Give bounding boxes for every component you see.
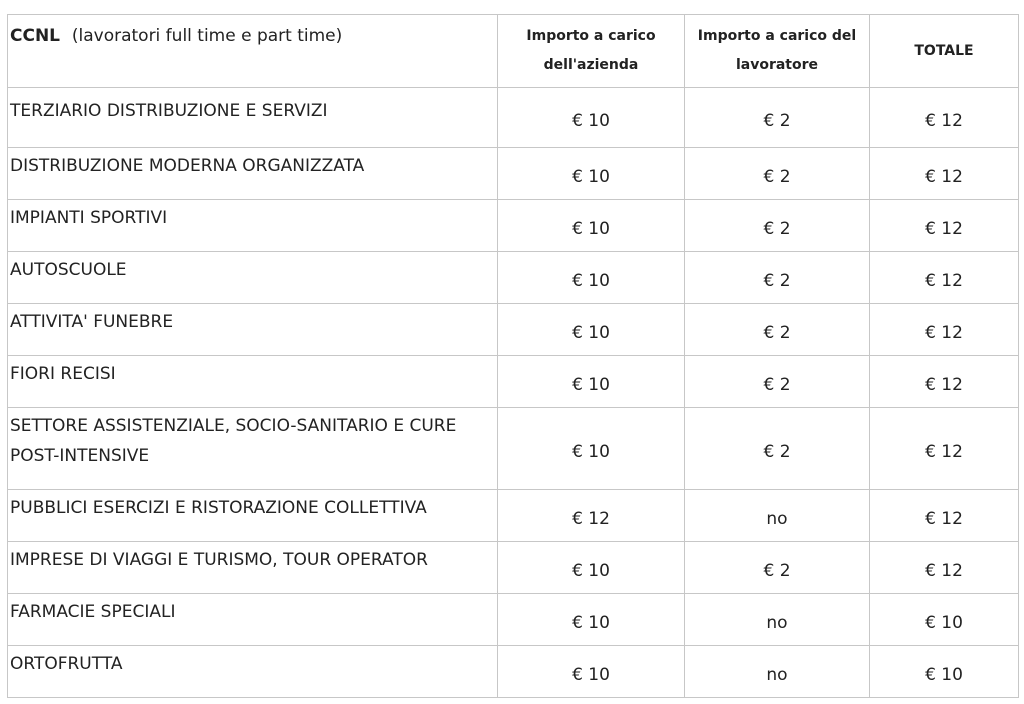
- row-name: FARMACIE SPECIALI: [8, 594, 498, 646]
- row-lavoratore: no: [685, 646, 870, 698]
- row-lavoratore: € 2: [685, 148, 870, 200]
- row-azienda: € 12: [498, 490, 685, 542]
- header-lavoratore: [685, 15, 870, 88]
- row-totale: € 12: [870, 304, 1019, 356]
- table-row: [8, 594, 1019, 646]
- row-totale: € 10: [870, 646, 1019, 698]
- table-row: [8, 304, 1019, 356]
- row-lavoratore: € 2: [685, 408, 870, 490]
- row-azienda: € 10: [498, 408, 685, 490]
- header-lavoratore-line1: Importo a carico del: [697, 28, 857, 44]
- row-name: SETTORE ASSISTENZIALE, SOCIO-SANITARIO E CURE POST-INTENSIVE: [8, 408, 498, 490]
- row-totale: € 12: [870, 200, 1019, 252]
- row-lavoratore: no: [685, 594, 870, 646]
- row-azienda: € 10: [498, 148, 685, 200]
- row-name: FIORI RECISI: [8, 356, 498, 408]
- contributions-table: [7, 14, 1019, 698]
- row-lavoratore: € 2: [685, 304, 870, 356]
- row-totale: € 12: [870, 542, 1019, 594]
- table-row: [8, 408, 1019, 490]
- table-row: [8, 252, 1019, 304]
- header-ccnl-subtitle: (lavoratori full time e part time): [71, 26, 343, 46]
- row-totale: € 12: [870, 252, 1019, 304]
- row-azienda: € 10: [498, 252, 685, 304]
- table-row: [8, 542, 1019, 594]
- row-azienda: € 10: [498, 646, 685, 698]
- row-name: ATTIVITA' FUNEBRE: [8, 304, 498, 356]
- table-row: [8, 148, 1019, 200]
- table-row: [8, 356, 1019, 408]
- row-azienda: € 10: [498, 304, 685, 356]
- row-lavoratore: € 2: [685, 200, 870, 252]
- header-row: [8, 15, 1019, 88]
- table-row: [8, 200, 1019, 252]
- row-name: PUBBLICI ESERCIZI E RISTORAZIONE COLLETTIVA: [8, 490, 498, 542]
- row-name: AUTOSCUOLE: [8, 252, 498, 304]
- row-totale: € 10: [870, 594, 1019, 646]
- row-azienda: € 10: [498, 356, 685, 408]
- table-row: [8, 88, 1019, 148]
- row-azienda: € 10: [498, 88, 685, 148]
- header-lavoratore-line2: lavoratore: [735, 57, 819, 73]
- header-azienda-line2: dell'azienda: [543, 57, 639, 73]
- row-azienda: € 10: [498, 594, 685, 646]
- row-lavoratore: € 2: [685, 542, 870, 594]
- header-azienda-line1: Importo a carico: [526, 28, 656, 44]
- table-row: [8, 646, 1019, 698]
- row-lavoratore: € 2: [685, 252, 870, 304]
- row-name: DISTRIBUZIONE MODERNA ORGANIZZATA: [8, 148, 498, 200]
- table-row: [8, 490, 1019, 542]
- header-totale: TOTALE: [870, 15, 1019, 88]
- row-azienda: € 10: [498, 542, 685, 594]
- row-azienda: € 10: [498, 200, 685, 252]
- header-azienda: [498, 15, 685, 88]
- row-name: IMPRESE DI VIAGGI E TURISMO, TOUR OPERATOR: [8, 542, 498, 594]
- row-name: TERZIARIO DISTRIBUZIONE E SERVIZI: [8, 88, 498, 148]
- row-name: ORTOFRUTTA: [8, 646, 498, 698]
- row-lavoratore: € 2: [685, 356, 870, 408]
- row-name: IMPIANTI SPORTIVI: [8, 200, 498, 252]
- row-totale: € 12: [870, 490, 1019, 542]
- header-ccnl-bold: CCNL: [10, 26, 61, 46]
- row-lavoratore: € 2: [685, 88, 870, 148]
- row-lavoratore: no: [685, 490, 870, 542]
- row-totale: € 12: [870, 408, 1019, 490]
- row-totale: € 12: [870, 88, 1019, 148]
- header-ccnl: [8, 15, 498, 88]
- row-totale: € 12: [870, 356, 1019, 408]
- row-totale: € 12: [870, 148, 1019, 200]
